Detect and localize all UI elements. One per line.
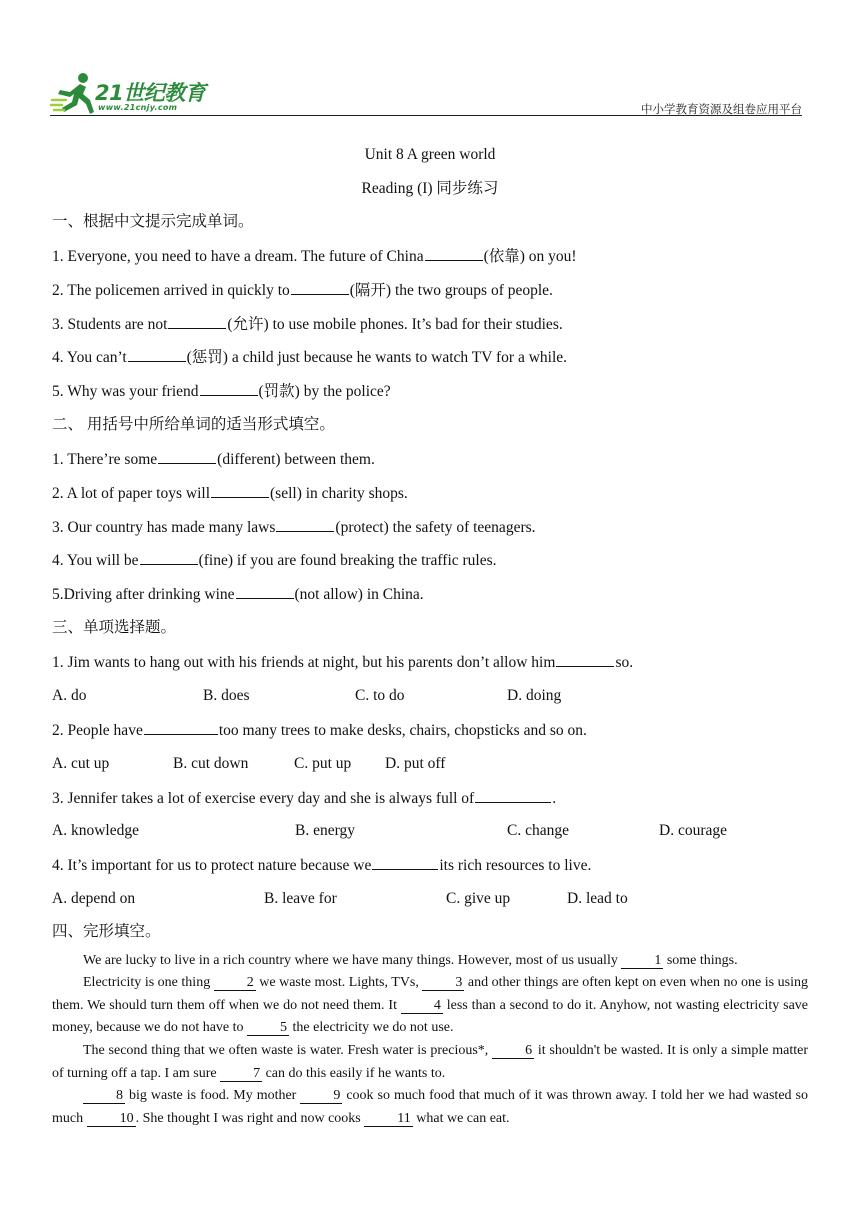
option-c[interactable]: C. to do xyxy=(355,687,405,704)
question-line: 5.Driving after drinking wine (not allow) in China. xyxy=(52,586,424,603)
cloze-paragraph: The second thing that we often waste is water. Fresh water is precious*, 6 it shouldn't be wasted. It is only a simple matter of turning off a tap. I am sure 7 can do this easily if he wants to. xyxy=(52,1043,808,1081)
page-header xyxy=(50,68,802,118)
cloze-blank[interactable]: 3 xyxy=(422,976,464,991)
option-d[interactable]: D. put off xyxy=(385,755,446,772)
question-line: 3. Jennifer takes a lot of exercise every day and she is always full of . xyxy=(52,790,557,807)
logo-url: www.21cnjy.com xyxy=(98,103,178,112)
section-heading: 一、根据中文提示完成单词。 xyxy=(52,213,254,230)
answer-blank[interactable] xyxy=(200,381,258,396)
question-line: 4. It’s important for us to protect nature because we its rich resources to live. xyxy=(52,857,592,874)
answer-blank[interactable] xyxy=(140,550,198,565)
answer-blank[interactable] xyxy=(128,347,186,362)
cloze-blank[interactable]: 4 xyxy=(401,999,443,1014)
answer-blank[interactable] xyxy=(144,720,218,735)
option-b[interactable]: B. does xyxy=(203,687,250,704)
cloze-blank[interactable]: 11 xyxy=(364,1112,412,1127)
answer-blank[interactable] xyxy=(211,483,269,498)
answer-blank[interactable] xyxy=(276,517,334,532)
answer-blank[interactable] xyxy=(425,246,483,261)
cloze-blank[interactable]: 8 xyxy=(83,1089,125,1104)
answer-blank[interactable] xyxy=(236,584,294,599)
cloze-blank[interactable]: 5 xyxy=(247,1021,289,1036)
question-line: 4. You can’t (惩罚) a child just because he wants to watch TV for a while. xyxy=(52,349,568,366)
cloze-blank[interactable]: 10 xyxy=(87,1112,136,1127)
cloze-blank[interactable]: 9 xyxy=(300,1089,342,1104)
platform-name: 中小学教育资源及组卷应用平台 xyxy=(641,102,802,116)
cloze-blank[interactable]: 2 xyxy=(214,976,256,991)
option-c[interactable]: C. change xyxy=(507,822,569,839)
header-divider xyxy=(50,115,802,116)
cloze-blank[interactable]: 6 xyxy=(492,1044,534,1059)
options-row xyxy=(52,889,812,909)
answer-blank[interactable] xyxy=(372,855,438,870)
question-line: 1. Everyone, you need to have a dream. The future of China (依靠) on you! xyxy=(52,248,577,265)
page-title: Unit 8 A green world xyxy=(364,146,496,163)
answer-blank[interactable] xyxy=(475,788,551,803)
logo xyxy=(50,70,220,116)
cloze-blank[interactable]: 7 xyxy=(220,1067,262,1082)
cloze-paragraph: Electricity is one thing 2 we waste most. Lights, TVs, 3 and other things are often kept on even when no one is using them. We should turn them off when we do not need them. It 4 less than a second to do it. Anyhow, not wasting electricity save money, because we do not have to 5 the electricity we do not use. xyxy=(52,975,809,1035)
cloze-blank[interactable]: 1 xyxy=(621,954,663,969)
option-d[interactable]: D. doing xyxy=(507,687,562,704)
question-line: 2. People have too many trees to make desks, chairs, chopsticks and so on. xyxy=(52,722,587,739)
option-c[interactable]: C. put up xyxy=(294,755,352,772)
question-line: 2. The policemen arrived in quickly to (隔开) the two groups of people. xyxy=(52,282,553,299)
question-line: 4. You will be (fine) if you are found breaking the traffic rules. xyxy=(52,552,497,569)
options-row xyxy=(52,821,812,841)
answer-blank[interactable] xyxy=(556,652,614,667)
question-line: 5. Why was your friend (罚款) by the police? xyxy=(52,383,391,400)
answer-blank[interactable] xyxy=(291,280,349,295)
question-line: 3. Our country has made many laws (protect) the safety of teenagers. xyxy=(52,519,536,536)
option-b[interactable]: B. cut down xyxy=(173,755,249,772)
section-heading: 四、完形填空。 xyxy=(52,923,161,940)
page-subtitle: Reading (I) 同步练习 xyxy=(361,180,499,197)
question-line: 2. A lot of paper toys will (sell) in charity shops. xyxy=(52,485,408,502)
question-line: 1. Jim wants to hang out with his friends at night, but his parents don’t allow him so. xyxy=(52,654,634,671)
option-b[interactable]: B. leave for xyxy=(264,890,337,907)
answer-blank[interactable] xyxy=(158,449,216,464)
question-line: 3. Students are not (允许) to use mobile phones. It’s bad for their studies. xyxy=(52,316,563,333)
logo-text: 21世纪教育 xyxy=(95,81,206,105)
options-row xyxy=(52,686,812,706)
cloze-paragraph: We are lucky to live in a rich country where we have many things. However, most of us usually 1 some things. xyxy=(83,953,738,968)
option-b[interactable]: B. energy xyxy=(295,822,355,839)
cloze-paragraph: 8 big waste is food. My mother 9 cook so much food that much of it was thrown away. I told her we had wasted so much 10 . She thought I was right and now cooks 11 what we can eat. xyxy=(52,1088,808,1126)
option-d[interactable]: D. courage xyxy=(659,822,727,839)
option-a[interactable]: A. do xyxy=(52,687,87,704)
option-c[interactable]: C. give up xyxy=(446,890,511,907)
answer-blank[interactable] xyxy=(168,314,226,329)
section-heading: 二、 用括号中所给单词的适当形式填空。 xyxy=(52,416,335,433)
option-a[interactable]: A. knowledge xyxy=(52,822,139,839)
question-line: 1. There’re some (different) between them. xyxy=(52,451,375,468)
option-d[interactable]: D. lead to xyxy=(567,890,628,907)
option-a[interactable]: A. cut up xyxy=(52,755,110,772)
section-heading: 三、单项选择题。 xyxy=(52,619,177,636)
option-a[interactable]: A. depend on xyxy=(52,890,136,907)
runner-logo-icon xyxy=(50,70,98,116)
options-row xyxy=(52,754,812,774)
